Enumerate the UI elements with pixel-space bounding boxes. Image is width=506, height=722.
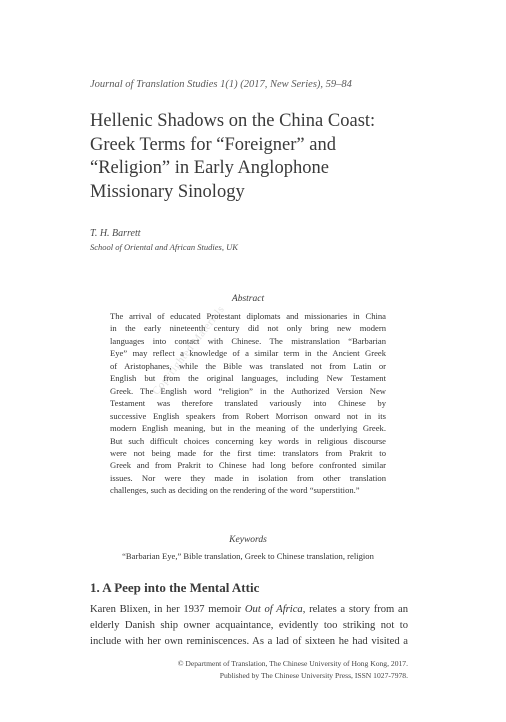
abstract-line: issues. Nor were they made in isolation from other translation — [110, 472, 386, 483]
keywords-list: “Barbarian Eye,” Bible translation, Greek to Chinese translation, religion — [122, 551, 374, 561]
abstract-line: were not being made for the first time: translators from Prakrit to — [110, 447, 386, 458]
keywords-heading: Keywords — [229, 535, 267, 545]
abstract-line: But such difficult choices concerning key words in religious discourse — [110, 435, 386, 446]
abstract-line: Eye” may reflect a knowledge of a similar term in the Ancient Greek — [110, 348, 386, 359]
abstract-line: English but from the original languages, including New Testament — [110, 373, 386, 384]
abstract-line: challenges, such as deciding on the rendering of the word “superstition.” — [110, 485, 360, 496]
abstract-line: modern English meaning, but in the meaning of the underlying Greek. — [110, 423, 386, 434]
abstract-line: Greek. The English word “religion” in the Authorized Version New — [110, 385, 386, 396]
abstract-line: Testament was therefore translated variously into Chinese by — [110, 398, 386, 409]
abstract-line: successive English speakers from Robert Morrison onward not in its — [110, 410, 386, 421]
abstract-line: of Aristophanes, while the Bible was translated not from Latin or — [110, 360, 386, 371]
section-heading: 1. A Peep into the Mental Attic — [90, 580, 260, 595]
abstract-line: languages into contact with Chinese. The mistranslation “Barbarian — [110, 335, 386, 346]
title-line: Hellenic Shadows on the China Coast: — [90, 111, 376, 131]
body-line — [90, 602, 408, 618]
book-title: Out of Africa — [244, 604, 303, 615]
abstract-heading: Abstract — [231, 294, 265, 304]
title-line: Greek Terms for “Foreigner” and — [90, 134, 336, 155]
author-affiliation: School of Oriental and African Studies, UK — [90, 242, 238, 252]
body-text-segment: , relates a story from an — [302, 604, 408, 615]
footer-publisher: Published by The Chinese University Press, ISSN 1027-7978. — [219, 670, 408, 680]
footer-copyright: © Department of Translation, The Chinese University of Hong Kong, 2017. — [177, 659, 408, 668]
abstract-line: The arrival of educated Protestant diplomats and missionaries in China — [110, 311, 386, 321]
article-title — [90, 110, 430, 204]
body-line: include with her own reminiscences. As a lad of sixteen he had visited a — [90, 636, 408, 647]
body-line: elderly Danish ship owner acquaintance, evidently too striking not to — [90, 620, 408, 631]
copyright-watermark: Copyrighted Materials — [150, 303, 228, 398]
title-line: Missionary Sinology — [90, 181, 245, 202]
abstract-line: in the early nineteenth century did not only bring new modern — [110, 323, 386, 334]
abstract-body — [110, 310, 386, 497]
body-paragraph — [90, 602, 408, 650]
body-text-segment: Karen Blixen, in her 1937 memoir — [90, 604, 245, 615]
journal-citation: Journal of Translation Studies 1(1) (2017, New Series), 59–84 — [90, 79, 352, 90]
author-name: T. H. Barrett — [90, 228, 141, 239]
abstract-line: Greek and from Prakrit to Chinese had long before confronted similar — [110, 460, 386, 471]
title-line: “Religion” in Early Anglophone — [90, 158, 329, 178]
copyright-footer — [110, 658, 408, 681]
